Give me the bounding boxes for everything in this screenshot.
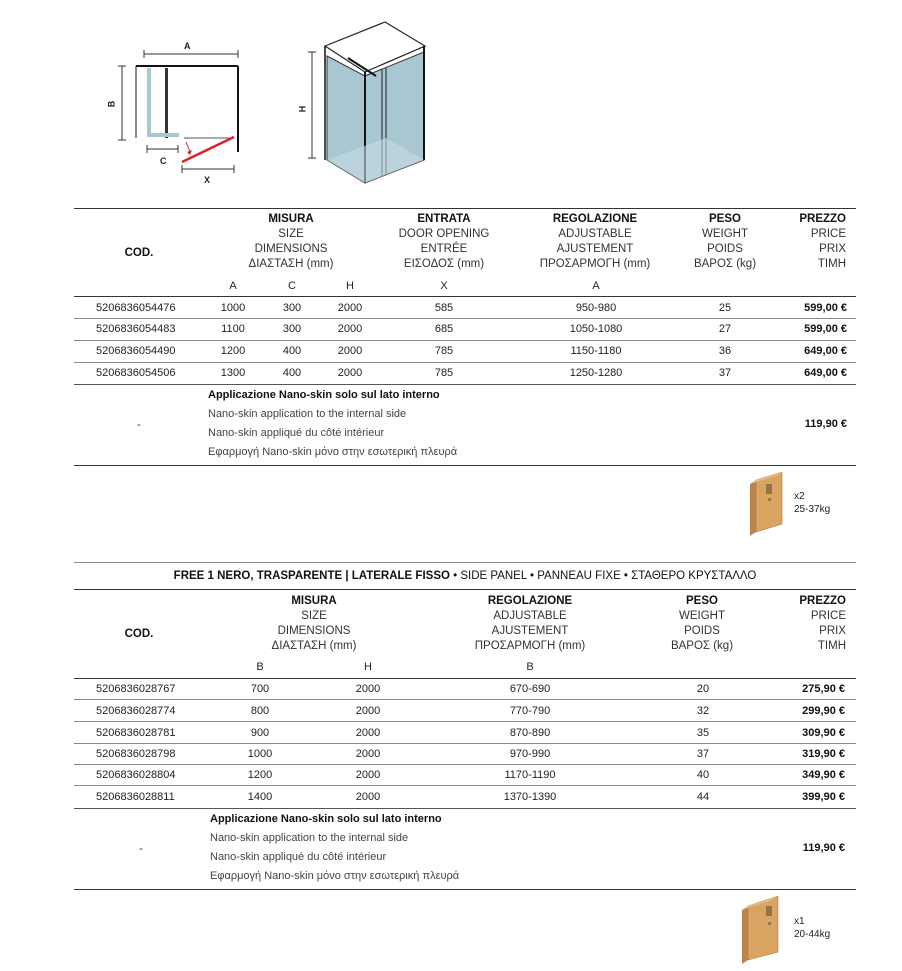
x-cell: 685	[434, 323, 454, 335]
h-cell: 2000	[355, 683, 381, 695]
peso-cell: 37	[696, 748, 710, 760]
package-qty: x2	[794, 491, 805, 502]
t1-header-misura: MISURA SIZE DIMENSIONS ΔΙΑΣΤΑΣΗ (mm)	[248, 213, 334, 270]
row-divider	[74, 340, 856, 341]
option-line-fr: Nano-skin appliqué du côté intérieur	[210, 851, 387, 863]
dim-label-c: C	[160, 156, 167, 166]
option-line-gr: Εφαρμογή Nano-skin μόνο στην εσωτερική πλευρά	[208, 446, 458, 458]
reg-cell: 670-690	[509, 683, 551, 695]
h-cell: 2000	[355, 727, 381, 739]
reg-cell: 1170-1190	[504, 769, 556, 781]
cod-cell: 5206836054483	[96, 323, 176, 335]
row-divider	[74, 785, 856, 786]
option-line-it: Applicazione Nano-skin solo sul lato interno	[210, 813, 442, 825]
peso-cell: 36	[718, 345, 732, 357]
h-cell: 2000	[337, 345, 363, 357]
c-cell: 300	[282, 302, 302, 314]
peso-cell: 37	[718, 367, 732, 379]
t2-option-price: 119,90 €	[802, 842, 845, 854]
reg-cell: 950-980	[575, 302, 617, 314]
row-divider	[74, 384, 856, 385]
price-cell: 649,00 €	[804, 345, 847, 357]
t1-option-description	[208, 386, 457, 462]
x-cell: 785	[434, 367, 454, 379]
b-cell: 1400	[247, 791, 273, 803]
package-box-icon	[748, 470, 784, 536]
a-cell: 1100	[221, 323, 245, 335]
price-cell: 599,00 €	[804, 302, 847, 314]
t2-sub-h: H	[364, 661, 372, 673]
peso-cell: 44	[696, 791, 710, 803]
t1-option-cod: -	[137, 419, 141, 431]
cod-cell: 5206836028781	[96, 727, 176, 739]
c-cell: 300	[282, 323, 302, 335]
row-divider	[74, 721, 856, 722]
table2-bottom-rule	[74, 889, 856, 890]
table2-top-rule	[74, 589, 856, 590]
t2-header-prezzo: PREZZO PRICE PRIX ΤΙΜΗ	[799, 595, 846, 652]
t1-sub-reg: A	[592, 280, 600, 292]
reg-cell: 1370-1390	[503, 791, 557, 803]
option-line-gr: Εφαρμογή Nano-skin μόνο στην εσωτερική πλευρά	[210, 870, 460, 882]
a-cell: 1200	[220, 345, 246, 357]
package-weight: 20-44kg	[794, 929, 831, 940]
package-weight: 25-37kg	[794, 504, 831, 515]
reg-cell: 1150-1180	[570, 345, 622, 357]
table1-header-rule	[74, 296, 856, 297]
peso-cell: 25	[718, 302, 732, 314]
t1-sub-a: A	[229, 280, 237, 292]
c-cell: 400	[282, 345, 302, 357]
t2-header-cod: COD.	[124, 628, 154, 640]
peso-cell: 27	[718, 323, 732, 335]
dim-label-x: X	[204, 175, 211, 185]
cod-cell: 5206836054506	[96, 367, 176, 379]
peso-cell: 32	[696, 705, 710, 717]
b-cell: 900	[250, 727, 270, 739]
reg-cell: 970-990	[509, 748, 551, 760]
cod-cell: 5206836028767	[96, 683, 176, 695]
reg-cell: 1050-1080	[569, 323, 623, 335]
x-cell: 785	[434, 345, 454, 357]
t2-option-description	[210, 810, 459, 886]
row-divider	[74, 764, 856, 765]
reg-cell: 870-890	[509, 727, 551, 739]
h-cell: 2000	[355, 769, 381, 781]
h-cell: 2000	[337, 302, 363, 314]
h-cell: 2000	[355, 748, 381, 760]
t2-option-cod: -	[139, 843, 143, 855]
t1-header-peso: PESO WEIGHT POIDS ΒΑΡΟΣ (kg)	[693, 213, 757, 270]
cod-cell: 5206836028811	[96, 791, 175, 803]
table2-title-top-rule	[74, 562, 856, 563]
option-line-it: Applicazione Nano-skin solo sul lato interno	[208, 389, 440, 401]
c-cell: 400	[282, 367, 302, 379]
reg-cell: 1250-1280	[569, 367, 623, 379]
table2-header-rule	[74, 678, 856, 679]
t1-sub-c: C	[288, 280, 296, 292]
cod-cell: 5206836054490	[96, 345, 176, 357]
table2-title: FREE 1 NERO, TRASPARENTE | LATERALE FISSO • SIDE PANEL • PANNEAU FIXE • ΣΤΑΘΕΡΟ ΚΡΥΣΤΑΛΛΟ	[173, 570, 757, 582]
t1-sub-x: X	[440, 280, 448, 292]
t1-option-price: 119,90 €	[804, 418, 847, 430]
h-cell: 2000	[355, 705, 381, 717]
plan-diagram	[100, 38, 250, 188]
x-cell: 585	[434, 302, 454, 314]
table1-top-rule	[74, 208, 856, 209]
t2-sub-reg: B	[526, 661, 534, 673]
price-cell: 309,90 €	[802, 727, 845, 739]
price-cell: 399,90 €	[802, 791, 845, 803]
t1-header-regolazione: REGOLAZIONE ADJUSTABLE AJUSTEMENT ΠΡΟΣΑΡΜΟΓΗ (mm)	[539, 213, 651, 270]
t1-header-entrata: ENTRATA DOOR OPENING ENTRÉE ΕΙΣΟΔΟΣ (mm)	[398, 213, 490, 270]
row-divider	[74, 808, 856, 809]
row-divider	[74, 699, 856, 700]
peso-cell: 35	[696, 727, 710, 739]
price-cell: 599,00 €	[804, 323, 847, 335]
price-cell: 649,00 €	[804, 367, 847, 379]
row-divider	[74, 743, 856, 744]
row-divider	[74, 362, 856, 363]
b-cell: 800	[250, 705, 270, 717]
option-line-fr: Nano-skin appliqué du côté intérieur	[208, 427, 385, 439]
peso-cell: 40	[696, 769, 710, 781]
t1-header-cod: COD.	[124, 247, 154, 259]
a-cell: 1300	[220, 367, 246, 379]
dim-label-h: H	[297, 105, 308, 113]
table1-bottom-rule	[74, 465, 856, 466]
cod-cell: 5206836028804	[96, 769, 176, 781]
peso-cell: 20	[696, 683, 710, 695]
enclosure-3d-drawing	[300, 18, 440, 190]
cod-cell: 5206836028798	[96, 748, 176, 760]
h-cell: 2000	[337, 323, 363, 335]
b-cell: 1000	[247, 748, 273, 760]
cod-cell: 5206836054476	[96, 302, 176, 314]
b-cell: 700	[250, 683, 270, 695]
t2-header-regolazione: REGOLAZIONE ADJUSTABLE AJUSTEMENT ΠΡΟΣΑΡΜΟΓΗ (mm)	[474, 595, 586, 652]
price-cell: 275,90 €	[802, 683, 845, 695]
t2-header-peso: PESO WEIGHT POIDS ΒΑΡΟΣ (kg)	[670, 595, 734, 652]
dim-label-b: B	[106, 100, 117, 108]
package-box-icon	[740, 894, 784, 964]
price-cell: 299,90 €	[802, 705, 845, 717]
cod-cell: 5206836028774	[96, 705, 176, 717]
h-cell: 2000	[355, 791, 381, 803]
reg-cell: 770-790	[509, 705, 551, 717]
option-line-en: Nano-skin application to the internal side	[208, 408, 407, 420]
b-cell: 1200	[247, 769, 273, 781]
package-qty: x1	[794, 916, 805, 927]
row-divider	[74, 318, 856, 319]
h-cell: 2000	[337, 367, 363, 379]
t1-sub-h: H	[346, 280, 354, 292]
price-cell: 349,90 €	[802, 769, 845, 781]
price-cell: 319,90 €	[802, 748, 845, 760]
dim-label-a: A	[184, 41, 191, 51]
a-cell: 1000	[220, 302, 246, 314]
t2-sub-b: B	[256, 661, 264, 673]
t1-header-prezzo: PREZZO PRICE PRIX ΤΙΜΗ	[799, 213, 846, 270]
t2-header-misura: MISURA SIZE DIMENSIONS ΔΙΑΣΤΑΣΗ (mm)	[271, 595, 357, 652]
option-line-en: Nano-skin application to the internal side	[210, 832, 409, 844]
